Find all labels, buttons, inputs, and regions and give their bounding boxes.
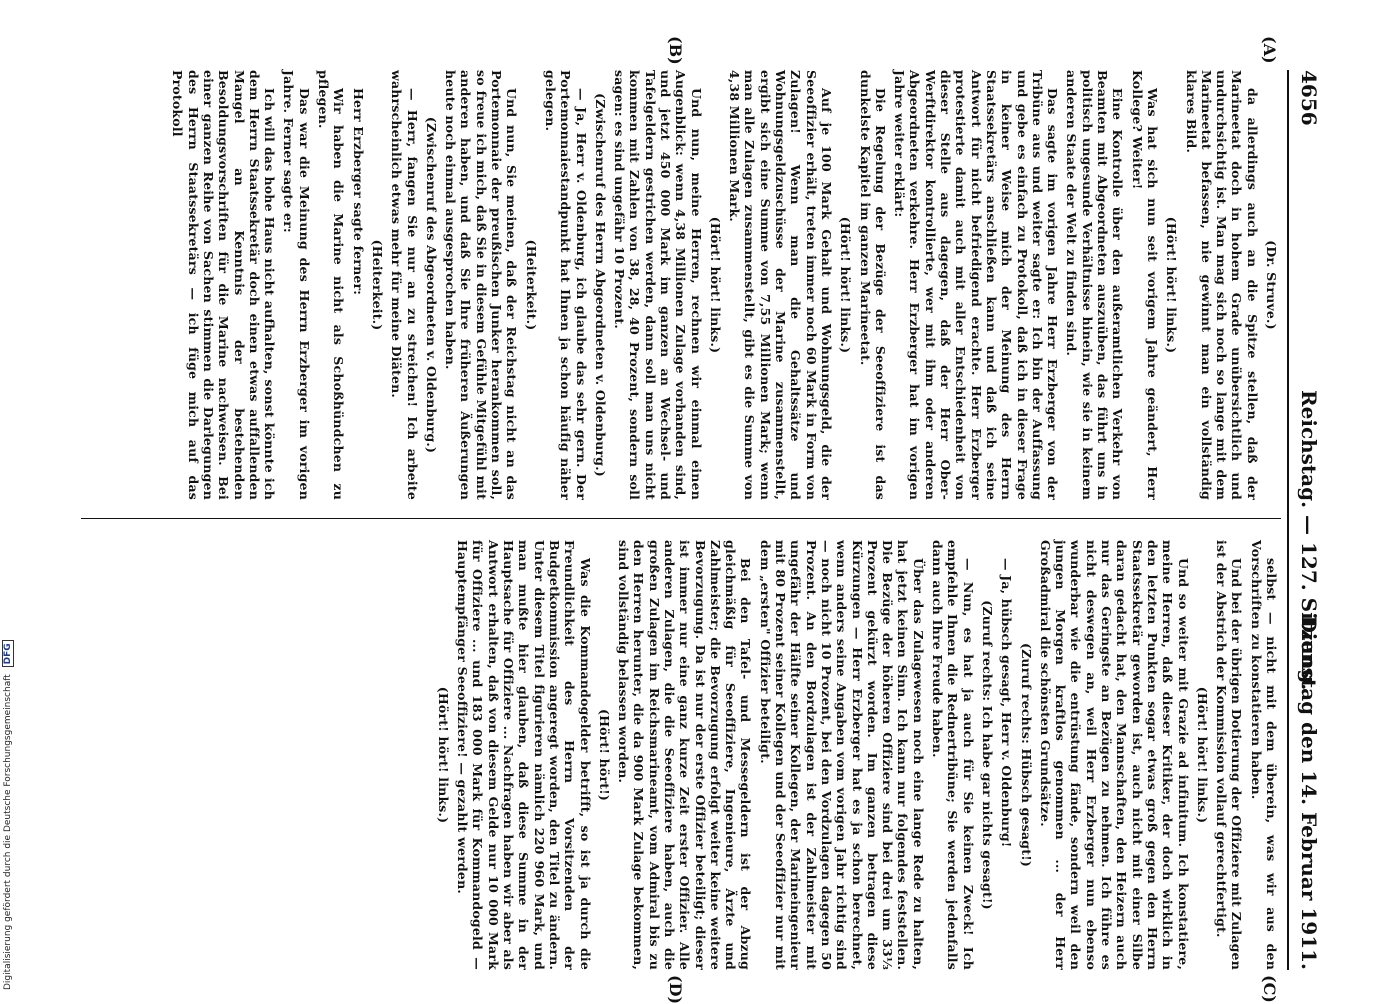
margin-mark-b: (B) xyxy=(666,36,685,65)
paragraph: — Nun, es hat ja auch für Sie keinen Zweck! Ich empfehle Ihnen die Rednertribüne; Sie werden jedenfalls dann auch Ihre Freude haben. xyxy=(930,540,976,970)
paragraph: (Zwischenruf des Herrn Abgeordneten v. Oldenburg.) xyxy=(592,93,608,477)
paragraph: — Ja, hübsch gesagt, Herr v. Oldenburg! xyxy=(999,558,1015,848)
paragraph: Und nun, Sie meinen, daß der Reichstag nicht an das Portemonnaie der preußischen Junker herankommen soll, so freue ich mich, daß Sie in diesem Gefühle Mitgefühl mit anderen haben, und daß Sie Ihre früheren Äußerungen heute noch einmal ausgesprochen haben. xyxy=(443,70,520,500)
left-column xyxy=(166,70,1279,500)
paragraph: (Hört! hört! links.) xyxy=(838,216,854,354)
margin-mark-c: (C) xyxy=(1260,975,1279,1003)
paragraph: (Heiterkeit.) xyxy=(369,239,385,331)
margin-mark-a: (A) xyxy=(1260,36,1279,64)
paragraph: (Hört! hört! links.) xyxy=(435,686,451,824)
paragraph: Das war die Meinung des Herrn Erzberger im vorigen Jahre. Ferner sagte er: xyxy=(281,70,312,500)
paragraph: da allerdings auch an die Spitze stellen, daß der Marineetat doch in hohem Grade unübersichtlich und undurchsichtig ist. Man mag sich noch so lange mit dem Marineetat befassen, nie gewinnt man ein vollständig klares Bild. xyxy=(1183,70,1260,500)
paragraph: Bei den Tafel- und Messegeldern ist der Abzug gleichmäßig für Seeoffiziere, Ingenieure, Ärzte und Zahlmeister; die Bevorzugung erfolgt weiter keine weitere Bevorzugung. Da ist nur der erste Offizier beteiligt; dieser ist immer nur eine ganz kurze Zeit erster Offizier. Alle anderen Zulagen, die die Seeoffiziere haben, auch die großen Zulagen im Reichsmarineamt, vom Admiral bis zu den Herren herunter, die da 900 Mark Zulage bekommen, sind vollständig belassen worden. xyxy=(616,540,754,970)
speaker-label: (Dr. Struve.) xyxy=(1264,240,1279,330)
page-number: 4656 xyxy=(1297,70,1321,126)
column-divider xyxy=(81,518,1281,519)
paragraph: Wir haben die Marine nicht als Schoßhündchen zu pflegen. xyxy=(316,70,347,500)
paragraph: Und bei der übrigen Dotierung der Offiziere mit Zulagen ist der Abstrich der Kommission vollauf gerechtfertigt. xyxy=(1214,540,1245,970)
paragraph: selbst — nicht mit dem überein, was wir aus den Vorschriften zu konstatieren haben. xyxy=(1248,540,1279,970)
paragraph: Das sagte im vorigen Jahre Herr Erzberger von der Tribüne aus und weiter sagte er: Ich bin der Auffassung und gebe es einfach zu Protokoll, daß ich in dieser Frage in keiner Weise mich der Meinung des Herrn Staatssekretärs anschließen kann und daß ich seine Antwort für nicht befriedigend erachte. Herr Erzberger protestierte damit auch mit aller Entschiedenheit von dieser Stelle aus dagegen, daß der Herr Ober-Werftdirektor kontrollierte, wer mit ihm oder anderen Abgeordneten verkehre. Herr Erzberger hat im vorigen Jahre weiter erklärt: xyxy=(892,70,1061,500)
dfg-logo: DFG xyxy=(2,640,14,667)
margin-mark-d: (D) xyxy=(666,975,685,1004)
paragraph: (Zuruf rechts: Hübsch gesagt!) xyxy=(1018,642,1034,868)
dfg-credit xyxy=(2,640,14,990)
paragraph: Eine Kontrolle über den außeramtlichen Verkehr von Beamten mit Abgeordneten auszuüben, das führt uns in politisch ungesunde Verhältnisse hinein, wie sie in keinem anderen Staate der Welt zu finden sind. xyxy=(1064,70,1126,500)
paragraph: (Zwischenruf des Abgeordneten v. Oldenburg.) xyxy=(423,116,439,454)
paragraph: Auf je 100 Mark Gehalt und Wohnungsgeld, die der Seeoffizier erhält, treten immer noch 60 Mark in Form von Zulagen! Wenn man die Gehaltssätze und Wohnungsgeldzuschüsse der Marine zusammenstellt, ergibt sich eine Summe von 7,55 Millionen Mark; wenn man alle Zulagen zusammenstellt, gibt es die Summe von 4,38 Millionen Mark. xyxy=(727,70,834,500)
right-paragraphs xyxy=(436,540,1279,970)
paragraph: (Hört! hört! links.) xyxy=(1164,216,1180,354)
left-paragraphs xyxy=(170,70,1260,500)
paragraph: — Herr, fangen Sie nur an zu streichen! Ich arbeite wahrscheinlich etwas mehr für meine Diäten. xyxy=(389,70,420,500)
paragraph: Und so weiter mit Grazie ad infinitum. Ich konstatiere, meine Herren, daß dieser Kritiker, der doch wirklich in den letzten Punkten sogar etwas groß gegen den Herrn Staatssekretär geworden ist, auch nicht mit einer Silbe daran gedacht hat, den Mannschaften, den Heizern auch nur das Geringste an Bezügen zu nehmen. Ich führe es nicht deswegen an, weil Herr Erzberger nun ebenso wunderbar wie die entrüstung fände, sondern weil den jungen Morgen kraftlos genommen ... der Herr Großadmiral die schönsten Grundsätze. xyxy=(1037,540,1191,970)
paragraph: Über das Zulagewesen noch eine lange Rede zu halten, hat jetzt keinen Sinn. Ich kann nur folgendes feststellen. Die Bezüge der höheren Offiziere sind bei drei um 33⅓ Prozent gekürzt worden. Im ganzen betragen diese Kürzungen — Herr Erzberger hat es ja schon berechnet, wenn anders seine Angaben vom vorigen Jahr richtig sind — noch nicht 10 Prozent, bei den Vordzulagen dagegen 50 Prozent. An den Bordzulagen ist der Zahlmeister mit ungefähr der Hälfte seiner Kollegen, der Marineingenieur mit 80 Prozent seiner Kollegen und der Seeoffizier nur mit dem „ersten" Offizier beteiligt. xyxy=(757,540,926,970)
right-column xyxy=(432,540,1279,970)
paragraph: (Hört! hört!) xyxy=(596,708,612,802)
paragraph: Was die Kommandogelder betrifft, so ist ja durch die Freundlichkeit des Herrn Vorsitzenden der Budgetkommission angeregt worden, den Titel zu ändern. Unter diesem Titel figurieren nämlich 220 960 Mark, und man mußte hier glauben, daß diese Summe in der Hauptsache für Offiziere ... Nachfragen haben wir aber als Antwort erhalten, daß von diesem Gelde nur 10 000 Mark für Offiziere ... und 183 000 Mark für Kommandogeld — Hauptempfänger Seeoffiziere! — gezahlt werden. xyxy=(455,540,593,970)
dfg-credit-text: Digitalisierung gefördert durch die Deutsche Forschungsgemeinschaft xyxy=(3,674,13,990)
session-date: Dienstag den 14. Februar 1911. xyxy=(1297,615,1321,970)
paragraph: Und nun, meine Herren, rechnen wir einmal einen Augenblick: wenn 4,38 Millionen Zulage vorhanden sind, und jetzt 450 000 Mark im ganzen an Wechsel- und Tafelgeldern gestrichen werden, dann soll man uns nicht kommen mit Zahlen von 38, 28, 40 Prozent, sondern soll sagen: es sind ungefähr 10 Prozent. xyxy=(612,70,704,500)
paragraph: Herr Erzberger sagte ferner: xyxy=(350,88,366,296)
paragraph: Die Regelung der Bezüge der Seeoffiziere ist das dunkelste Kapitel im ganzen Marineetat. xyxy=(857,70,888,500)
paragraph: (Heiterkeit.) xyxy=(523,239,539,331)
paragraph: Ich will das hohe Haus nicht aufhalten, sonst könnte ich dem Herrn Staatssekretär doch einen etwas auffallenden Mangel an Kenntnis der bestehenden Besoldungsvorschriften für die Marine nachweisen. Bei einer ganzen Reihe von Sachen stimmen die Darlegungen des Herrn Staatssekretärs — ich füge mich auf das Protokoll xyxy=(170,70,278,500)
paragraph: — Ja, Herr v. Oldenburg, ich glaube das sehr gern. Der Portemonnaiestandpunkt hat Ihnen ja schon häufig näher gelegen. xyxy=(542,70,589,500)
rotated-content xyxy=(65,36,1325,1004)
header-rule xyxy=(1287,70,1289,970)
paragraph: Was hat sich nun seit vorigem Jahre geändert, Herr Kollege? Weiter! xyxy=(1129,70,1160,500)
paragraph: (Hört! hört! links.) xyxy=(707,216,723,354)
paragraph: (Zuruf rechts: Ich habe gar nichts gesagt!) xyxy=(979,600,995,910)
session-title: Reichstag. — 127. Sitzung. xyxy=(1297,390,1321,691)
paragraph: (Hört! hört! links.) xyxy=(1194,686,1210,824)
page-header xyxy=(1291,70,1325,970)
